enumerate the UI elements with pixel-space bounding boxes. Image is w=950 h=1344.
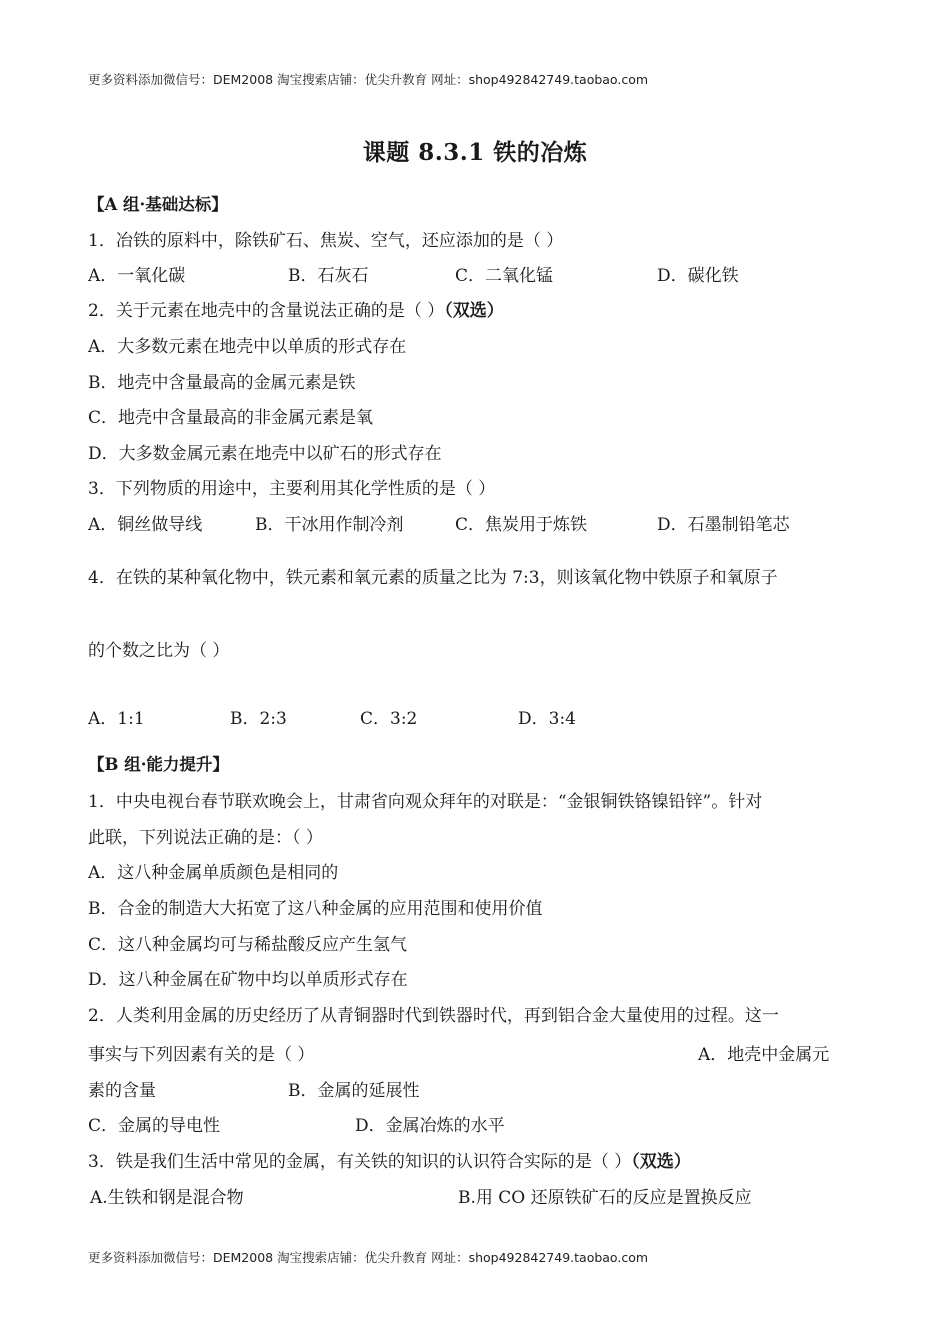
a-q2-stem-line xyxy=(88,296,504,321)
a-q2-option-b: B．地壳中含量最高的金属元素是铁 xyxy=(88,373,356,393)
b-q1-option-c: C．这八种金属均可与稀盐酸反应产生氢气 xyxy=(88,935,408,955)
a-q4-option-b: B．2:3 xyxy=(230,709,287,729)
b-q3-stem-line xyxy=(88,1147,691,1172)
b-q2-option-a-part1: A．地壳中金属元 xyxy=(698,1045,830,1065)
page-header: 更多资料添加微信号：DEM2008 淘宝搜索店铺：优尖升教育 网址：shop492842749.taobao.com xyxy=(88,72,649,87)
a-q4-option-a: A．1:1 xyxy=(88,709,145,729)
section-a-heading: 【A 组·基础达标】 xyxy=(88,195,228,214)
a-q3-stem: 3．下列物质的用途中，主要利用其化学性质的是（ ） xyxy=(88,479,496,499)
a-q4-stem-line1: 4．在铁的某种氧化物中，铁元素和氧元素的质量之比为 7:3，则该氧化物中铁原子和氧原子 xyxy=(88,568,778,588)
b-q2-stem-line1: 2．人类利用金属的历史经历了从青铜器时代到铁器时代，再到铝合金大量使用的过程。这一 xyxy=(88,1006,779,1026)
a-q1-option-a: A．一氧化碳 xyxy=(88,266,186,286)
b-q1-option-a: A．这八种金属单质颜色是相同的 xyxy=(88,863,339,883)
b-q3-option-b: B.用 CO 还原铁矿石的反应是置换反应 xyxy=(458,1188,752,1208)
b-q1-stem-line1: 1．中央电视台春节联欢晚会上，甘肃省向观众拜年的对联是：“金银铜铁铬镍铅锌”。针对 xyxy=(88,792,763,812)
a-q2-option-c: C．地壳中含量最高的非金属元素是氧 xyxy=(88,408,374,428)
a-q3-option-b: B．干冰用作制冷剂 xyxy=(255,515,404,535)
a-q1-option-d: D．碳化铁 xyxy=(657,266,739,286)
a-q4-option-d: D．3:4 xyxy=(518,709,576,729)
a-q2-tag: （双选） xyxy=(444,301,504,321)
a-q4-option-c: C．3:2 xyxy=(360,709,418,729)
a-q3-option-a: A．铜丝做导线 xyxy=(88,515,203,535)
b-q3-tag: （双选） xyxy=(631,1152,691,1172)
b-q2-option-c: C．金属的导电性 xyxy=(88,1116,221,1136)
section-b-heading: 【B 组·能力提升】 xyxy=(88,755,229,774)
b-q2-stem-line2: 事实与下列因素有关的是（ ） xyxy=(88,1045,315,1065)
a-q3-option-d: D．石墨制铅笔芯 xyxy=(657,515,790,535)
a-q1-option-c: C．二氧化锰 xyxy=(455,266,554,286)
b-q3-stem: 3．铁是我们生活中常见的金属，有关铁的知识的认识符合实际的是（ ） xyxy=(88,1152,632,1172)
b-q2-option-a-part2: 素的含量 xyxy=(88,1081,156,1101)
a-q1-stem: 1．冶铁的原料中，除铁矿石、焦炭、空气，还应添加的是（ ） xyxy=(88,231,564,251)
b-q2-option-d: D．金属冶炼的水平 xyxy=(355,1116,505,1136)
b-q3-option-a: A.生铁和钢是混合物 xyxy=(90,1188,244,1208)
b-q2-option-b: B．金属的延展性 xyxy=(288,1081,420,1101)
page-footer: 更多资料添加微信号：DEM2008 淘宝搜索店铺：优尖升教育 网址：shop492842749.taobao.com xyxy=(88,1250,649,1265)
a-q2-option-d: D．大多数金属元素在地壳中以矿石的形式存在 xyxy=(88,444,442,464)
a-q4-stem-line2: 的个数之比为（ ） xyxy=(88,641,230,661)
b-q1-option-d: D．这八种金属在矿物中均以单质形式存在 xyxy=(88,970,408,990)
a-q2-option-a: A．大多数元素在地壳中以单质的形式存在 xyxy=(88,337,407,357)
b-q1-option-b: B．合金的制造大大拓宽了这八种金属的应用范围和使用价值 xyxy=(88,899,543,919)
b-q1-stem-line2: 此联，下列说法正确的是：（ ） xyxy=(88,828,323,848)
a-q2-stem: 2．关于元素在地壳中的含量说法正确的是（ ） xyxy=(88,301,445,321)
page-title: 课题 8.3.1 铁的冶炼 xyxy=(362,139,588,166)
a-q1-option-b: B．石灰石 xyxy=(288,266,369,286)
a-q3-option-c: C．焦炭用于炼铁 xyxy=(455,515,588,535)
